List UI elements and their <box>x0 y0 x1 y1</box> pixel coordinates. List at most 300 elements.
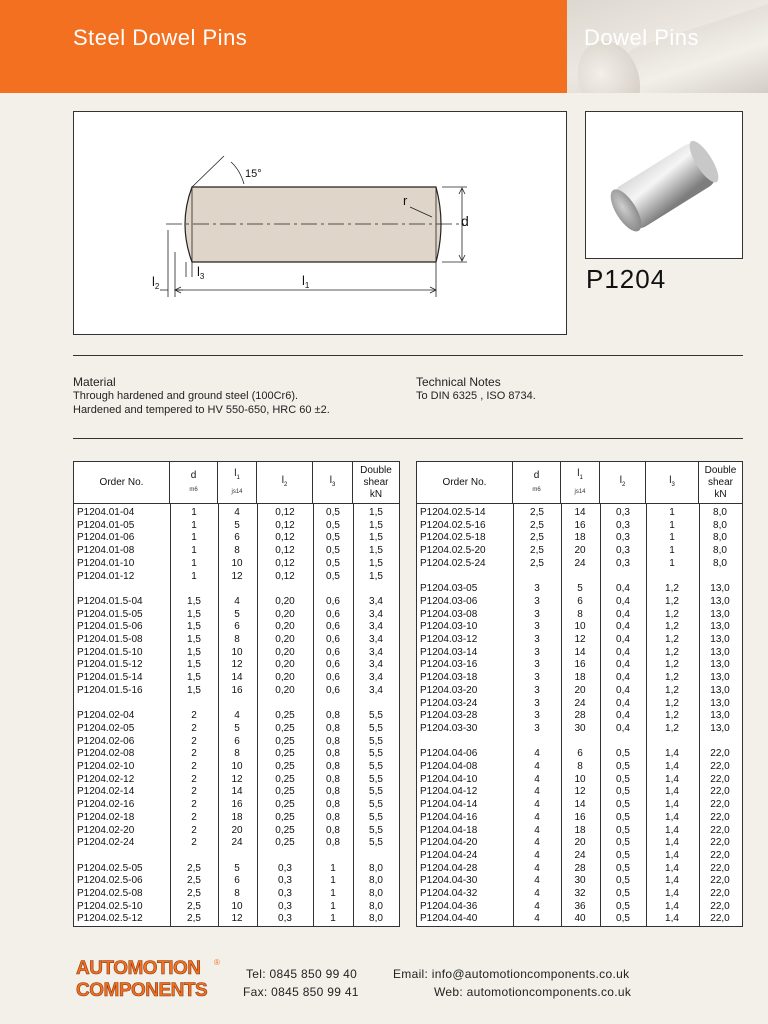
cell-order-no: P1204.04-06 <box>420 748 478 760</box>
cell-shear: 8,0 <box>369 875 383 887</box>
cell-order-no: P1204.02.5-16 <box>420 519 486 531</box>
cell-l2: 0,4 <box>616 621 630 633</box>
table-row <box>417 913 742 926</box>
cell-l2: 0,5 <box>616 849 630 861</box>
cell-order-no: P1204.02-08 <box>77 748 135 760</box>
cell-d: 2,5 <box>187 900 201 912</box>
cell-l1: 28 <box>574 862 586 874</box>
cell-l3: 1,4 <box>665 748 679 760</box>
cell-l2: 0,3 <box>616 557 630 569</box>
cell-l3: 1,2 <box>665 672 679 684</box>
cell-l2: 0,3 <box>616 519 630 531</box>
cell-l3: 1 <box>330 900 336 912</box>
cell-order-no: P1204.02-14 <box>77 786 135 798</box>
table-row <box>417 774 742 787</box>
cell-shear: 13,0 <box>710 646 730 658</box>
dowel-pin-drawing <box>74 112 568 336</box>
cell-shear: 1,5 <box>369 570 383 582</box>
cell-d: 1,5 <box>187 621 201 633</box>
cell-d: 1,5 <box>187 634 201 645</box>
cell-l3: 0,5 <box>326 532 340 544</box>
cell-shear: 22,0 <box>710 824 730 836</box>
table-row <box>74 799 399 812</box>
cell-shear: 13,0 <box>710 697 730 709</box>
cell-l1: 18 <box>574 824 586 836</box>
table-row <box>74 875 399 888</box>
cell-l1: 14 <box>574 507 586 518</box>
cell-order-no: P1204.04-20 <box>420 837 478 849</box>
cell-l1: 8 <box>234 634 240 645</box>
cell-shear: 1,5 <box>369 557 383 569</box>
l2-label: $l_2$ <box>152 274 160 291</box>
cell-l3: 1,2 <box>665 634 679 645</box>
cell-l1: 10 <box>231 761 243 772</box>
cell-d: 2 <box>191 735 197 747</box>
cell-l3: 0,5 <box>326 545 340 557</box>
cell-d: 4 <box>534 913 540 925</box>
cell-d: 4 <box>534 799 540 811</box>
cell-l2: 0,12 <box>275 532 295 544</box>
cell-l3: 0,6 <box>326 646 340 658</box>
cell-l3: 1,4 <box>665 837 679 849</box>
cell-l3: 1,4 <box>665 786 679 798</box>
table-row <box>417 672 742 685</box>
table-row <box>74 913 399 926</box>
cell-shear: 3,4 <box>369 595 383 607</box>
cell-order-no: P1204.02-12 <box>77 773 135 785</box>
header-order-no: Order No. <box>417 462 513 504</box>
cell-l2: 0,4 <box>616 595 630 607</box>
cell-order-no: P1204.03-12 <box>420 634 478 645</box>
cell-order-no: P1204.03-05 <box>420 583 478 595</box>
cell-l2: 0,25 <box>275 811 295 823</box>
cell-d: 4 <box>534 811 540 823</box>
cell-l3: 1,2 <box>665 684 679 696</box>
cell-l3: 1,2 <box>665 646 679 658</box>
cell-l2: 0,5 <box>616 900 630 912</box>
cell-order-no: P1204.04-28 <box>420 862 478 874</box>
table-row <box>417 659 742 672</box>
cell-l1: 10 <box>574 773 586 785</box>
cell-d: 4 <box>534 888 540 899</box>
table-row <box>417 799 742 812</box>
cell-order-no: P1204.02.5-24 <box>420 557 486 569</box>
cell-order-no: P1204.01.5-16 <box>77 684 143 696</box>
cell-l2: 0,5 <box>616 799 630 811</box>
cell-l1: 4 <box>234 710 240 722</box>
cell-d: 4 <box>534 773 540 785</box>
cell-l3: 1 <box>330 913 336 925</box>
cell-l2: 0,25 <box>275 786 295 798</box>
cell-l2: 0,20 <box>275 608 295 620</box>
cell-d: 1 <box>191 519 197 531</box>
cell-l1: 14 <box>574 799 586 811</box>
cell-order-no: P1204.02-24 <box>77 837 135 849</box>
cell-d: 3 <box>534 672 540 684</box>
cell-d: 2,5 <box>530 507 544 518</box>
cell-l1: 4 <box>234 595 240 607</box>
cell-order-no: P1204.01-04 <box>77 507 135 518</box>
table-row <box>417 596 742 609</box>
cell-l1: 12 <box>231 913 243 925</box>
cell-l2: 0,25 <box>275 722 295 734</box>
table-row <box>74 901 399 914</box>
cell-order-no: P1204.04-24 <box>420 849 478 861</box>
cell-d: 1,5 <box>187 608 201 620</box>
cell-l1: 12 <box>574 634 586 645</box>
cell-l1: 10 <box>231 557 243 569</box>
cell-l2: 0,25 <box>275 799 295 811</box>
cell-l3: 1 <box>330 862 336 874</box>
material-line-1: Through hardened and ground steel (100Cr6). <box>73 390 299 402</box>
cell-l2: 0,5 <box>616 862 630 874</box>
cell-l1: 18 <box>574 532 586 544</box>
cell-l1: 5 <box>234 722 240 734</box>
cell-d: 2 <box>191 773 197 785</box>
category-title: Dowel Pins <box>584 25 700 50</box>
table-row <box>417 837 742 850</box>
cell-shear: 13,0 <box>710 710 730 722</box>
cell-order-no: P1204.04-30 <box>420 875 478 887</box>
cell-order-no: P1204.02-10 <box>77 761 135 772</box>
cell-l1: 10 <box>231 900 243 912</box>
cell-d: 2 <box>191 748 197 760</box>
cell-order-no: P1204.04-16 <box>420 811 478 823</box>
cell-l1: 20 <box>574 837 586 849</box>
cell-l1: 12 <box>231 659 243 671</box>
cell-shear: 22,0 <box>710 773 730 785</box>
cell-d: 3 <box>534 646 540 658</box>
cell-order-no: P1204.02.5-12 <box>77 913 143 925</box>
cell-l3: 0,5 <box>326 507 340 518</box>
cell-shear: 3,4 <box>369 684 383 696</box>
cell-l3: 1,2 <box>665 710 679 722</box>
cell-shear: 8,0 <box>713 557 727 569</box>
cell-shear: 13,0 <box>710 659 730 671</box>
cell-d: 4 <box>534 875 540 887</box>
cell-d: 2 <box>191 722 197 734</box>
cell-d: 2,5 <box>530 557 544 569</box>
cell-l2: 0,25 <box>275 761 295 772</box>
technical-notes-label: Technical Notes <box>416 375 501 389</box>
cell-d: 3 <box>534 697 540 709</box>
cell-order-no: P1204.01.5-04 <box>77 595 143 607</box>
cell-l2: 0,12 <box>275 557 295 569</box>
cell-shear: 5,5 <box>369 799 383 811</box>
cell-order-no: P1204.02.5-06 <box>77 875 143 887</box>
cell-d: 1 <box>191 545 197 557</box>
cell-l1: 18 <box>574 672 586 684</box>
table-row <box>74 507 399 520</box>
table-row <box>74 545 399 558</box>
cell-l3: 0,6 <box>326 634 340 645</box>
cell-shear: 8,0 <box>713 519 727 531</box>
cell-l3: 1 <box>669 507 675 518</box>
cell-l3: 1,4 <box>665 849 679 861</box>
email-link[interactable]: Email: info@automotioncomponents.co.uk <box>393 967 630 981</box>
table-row <box>417 621 742 634</box>
cell-l2: 0,12 <box>275 545 295 557</box>
cell-l3: 0,8 <box>326 824 340 836</box>
cell-l2: 0,3 <box>616 545 630 557</box>
cell-shear: 1,5 <box>369 507 383 518</box>
cell-l2: 0,20 <box>275 621 295 633</box>
cell-shear: 8,0 <box>713 507 727 518</box>
cell-order-no: P1204.04-36 <box>420 900 478 912</box>
cell-d: 2,5 <box>187 888 201 899</box>
cell-order-no: P1204.04-08 <box>420 761 478 772</box>
cell-shear: 8,0 <box>713 532 727 544</box>
cell-l3: 0,8 <box>326 735 340 747</box>
cell-order-no: P1204.01.5-05 <box>77 608 143 620</box>
cell-l1: 5 <box>234 862 240 874</box>
cell-l2: 0,4 <box>616 608 630 620</box>
cell-order-no: P1204.04-10 <box>420 773 478 785</box>
cell-l3: 1,4 <box>665 913 679 925</box>
table-row <box>74 609 399 622</box>
cell-l3: 0,8 <box>326 811 340 823</box>
header-d: d m6 <box>513 462 561 504</box>
cell-d: 2 <box>191 811 197 823</box>
cell-l1: 20 <box>574 545 586 557</box>
header-l3: $l_3$ <box>646 462 699 504</box>
cell-l3: 0,8 <box>326 722 340 734</box>
cell-l3: 0,6 <box>326 608 340 620</box>
cell-shear: 22,0 <box>710 799 730 811</box>
cell-order-no: P1204.04-40 <box>420 913 478 925</box>
cell-l2: 0,20 <box>275 595 295 607</box>
cell-order-no: P1204.01.5-12 <box>77 659 143 671</box>
cell-order-no: P1204.01.5-06 <box>77 621 143 633</box>
cell-l1: 6 <box>234 621 240 633</box>
table-row <box>74 634 399 647</box>
table-row <box>74 888 399 901</box>
cell-d: 3 <box>534 583 540 595</box>
cell-l3: 1,4 <box>665 888 679 899</box>
cell-order-no: P1204.03-08 <box>420 608 478 620</box>
technical-notes-line-1: To DIN 6325 , ISO 8734. <box>416 390 536 402</box>
cell-d: 1 <box>191 557 197 569</box>
cell-l2: 0,5 <box>616 811 630 823</box>
cell-order-no: P1204.02.5-05 <box>77 862 143 874</box>
l3-label: $l_3$ <box>197 264 205 281</box>
cell-shear: 5,5 <box>369 761 383 772</box>
cell-shear: 22,0 <box>710 888 730 899</box>
table-row <box>74 621 399 634</box>
cell-shear: 8,0 <box>713 545 727 557</box>
cell-l3: 0,8 <box>326 761 340 772</box>
cell-l3: 1,2 <box>665 697 679 709</box>
table-row <box>417 545 742 558</box>
cell-d: 2,5 <box>530 545 544 557</box>
cell-d: 4 <box>534 786 540 798</box>
cell-l3: 1,4 <box>665 900 679 912</box>
cell-shear: 5,5 <box>369 722 383 734</box>
cell-l3: 0,5 <box>326 570 340 582</box>
cell-d: 2 <box>191 824 197 836</box>
cell-l1: 24 <box>574 697 586 709</box>
cell-l2: 0,5 <box>616 748 630 760</box>
cell-l2: 0,4 <box>616 672 630 684</box>
cell-order-no: P1204.03-20 <box>420 684 478 696</box>
cell-l3: 0,8 <box>326 786 340 798</box>
table-row <box>417 507 742 520</box>
cell-l1: 8 <box>234 748 240 760</box>
cell-shear: 22,0 <box>710 748 730 760</box>
cell-l3: 1,2 <box>665 608 679 620</box>
cell-order-no: P1204.02.5-18 <box>420 532 486 544</box>
cell-order-no: P1204.04-32 <box>420 888 478 899</box>
cell-l3: 1,2 <box>665 583 679 595</box>
cell-d: 1 <box>191 570 197 582</box>
cell-order-no: P1204.04-14 <box>420 799 478 811</box>
cell-shear: 22,0 <box>710 862 730 874</box>
cell-l1: 16 <box>574 811 586 823</box>
cell-l1: 8 <box>234 545 240 557</box>
cell-shear: 13,0 <box>710 634 730 645</box>
cell-l1: 12 <box>574 786 586 798</box>
table-row <box>74 825 399 838</box>
table-row <box>417 825 742 838</box>
cell-l1: 4 <box>234 507 240 518</box>
cell-shear: 13,0 <box>710 684 730 696</box>
table-row <box>74 748 399 761</box>
cell-l2: 0,3 <box>616 532 630 544</box>
cell-l3: 1 <box>330 875 336 887</box>
cell-l1: 40 <box>574 913 586 925</box>
cell-l3: 1,4 <box>665 875 679 887</box>
cell-l2: 0,4 <box>616 684 630 696</box>
cell-order-no: P1204.03-18 <box>420 672 478 684</box>
cell-l2: 0,3 <box>278 900 292 912</box>
cell-shear: 3,4 <box>369 608 383 620</box>
cell-l2: 0,25 <box>275 748 295 760</box>
cell-l2: 0,3 <box>278 862 292 874</box>
cell-shear: 1,5 <box>369 545 383 557</box>
cell-order-no: P1204.03-28 <box>420 710 478 722</box>
cell-order-no: P1204.02-05 <box>77 722 135 734</box>
cell-d: 4 <box>534 862 540 874</box>
part-number: P1204 <box>586 264 667 294</box>
cell-l2: 0,3 <box>278 875 292 887</box>
cell-d: 2 <box>191 837 197 849</box>
header-d: d m6 <box>170 462 218 504</box>
cell-d: 3 <box>534 722 540 734</box>
cell-l1: 10 <box>574 621 586 633</box>
cell-d: 4 <box>534 748 540 760</box>
cell-order-no: P1204.02-18 <box>77 811 135 823</box>
table-row <box>417 812 742 825</box>
cell-l1: 6 <box>234 735 240 747</box>
cell-shear: 5,5 <box>369 811 383 823</box>
cell-l3: 1,4 <box>665 811 679 823</box>
cell-l3: 0,8 <box>326 710 340 722</box>
cell-l2: 0,20 <box>275 659 295 671</box>
cell-d: 1,5 <box>187 684 201 696</box>
table-row <box>74 596 399 609</box>
cell-l2: 0,5 <box>616 837 630 849</box>
table-row <box>417 634 742 647</box>
table-row <box>74 558 399 571</box>
table-row <box>417 647 742 660</box>
table-row <box>74 863 399 876</box>
cell-l3: 1,2 <box>665 659 679 671</box>
cell-l1: 8 <box>577 608 583 620</box>
cell-l1: 6 <box>577 748 583 760</box>
cell-l3: 0,8 <box>326 748 340 760</box>
table-row <box>417 723 742 736</box>
cell-shear: 5,5 <box>369 786 383 798</box>
cell-order-no: P1204.01-12 <box>77 570 135 582</box>
order-table-left <box>73 461 400 927</box>
table-row <box>417 748 742 761</box>
cell-l3: 0,6 <box>326 659 340 671</box>
diameter-label: d <box>461 213 469 229</box>
cell-d: 1 <box>191 532 197 544</box>
cell-d: 2 <box>191 799 197 811</box>
table-header <box>74 462 399 504</box>
table-row <box>74 710 399 723</box>
cell-l1: 28 <box>574 710 586 722</box>
cell-d: 2,5 <box>187 875 201 887</box>
cell-d: 4 <box>534 824 540 836</box>
cell-shear: 5,5 <box>369 773 383 785</box>
cell-l3: 1 <box>669 532 675 544</box>
cell-shear: 5,5 <box>369 748 383 760</box>
cell-l3: 1 <box>669 545 675 557</box>
cell-d: 2,5 <box>530 532 544 544</box>
cell-l1: 14 <box>231 786 243 798</box>
cell-shear: 3,4 <box>369 659 383 671</box>
header-l1: $l_1$ js14 <box>561 462 600 504</box>
cell-l2: 0,5 <box>616 913 630 925</box>
cell-l3: 1,4 <box>665 824 679 836</box>
cell-shear: 13,0 <box>710 608 730 620</box>
cell-l1: 10 <box>231 646 243 658</box>
cell-l3: 1,4 <box>665 862 679 874</box>
cell-order-no: P1204.02-20 <box>77 824 135 836</box>
web-link[interactable]: Web: automotioncomponents.co.uk <box>434 985 632 999</box>
cell-l2: 0,4 <box>616 646 630 658</box>
table-row <box>74 659 399 672</box>
cell-l1: 5 <box>234 608 240 620</box>
cell-l2: 0,25 <box>275 837 295 849</box>
table-row <box>74 837 399 850</box>
table-row <box>417 609 742 622</box>
cell-shear: 1,5 <box>369 532 383 544</box>
table-row <box>417 863 742 876</box>
cell-shear: 22,0 <box>710 875 730 887</box>
header-l2: $l_2$ <box>600 462 646 504</box>
cell-d: 2,5 <box>187 862 201 874</box>
page-title: Steel Dowel Pins <box>73 25 248 50</box>
cell-l3: 0,5 <box>326 519 340 531</box>
cell-l2: 0,4 <box>616 697 630 709</box>
cell-l3: 0,5 <box>326 557 340 569</box>
cell-l3: 1,2 <box>665 722 679 734</box>
cell-l2: 0,25 <box>275 773 295 785</box>
cell-l3: 0,6 <box>326 684 340 696</box>
cell-shear: 8,0 <box>369 862 383 874</box>
cell-l1: 6 <box>234 532 240 544</box>
cell-l2: 0,20 <box>275 684 295 696</box>
cell-d: 1 <box>191 507 197 518</box>
header-l1: $l_1$ js14 <box>218 462 257 504</box>
cell-shear: 13,0 <box>710 672 730 684</box>
table-row <box>74 774 399 787</box>
cell-l2: 0,4 <box>616 710 630 722</box>
table-header <box>417 462 742 504</box>
